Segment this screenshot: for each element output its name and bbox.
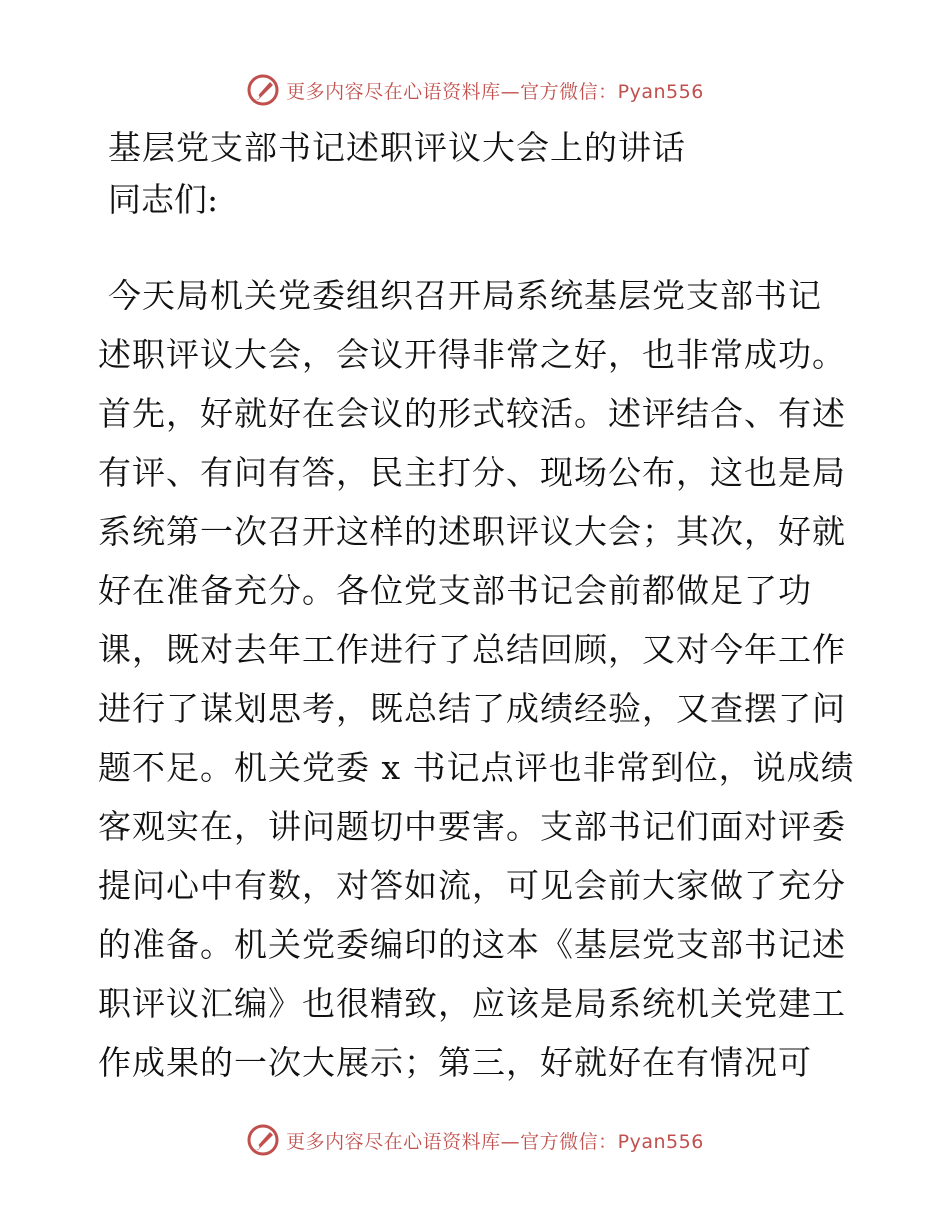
paragraph-line: 述职评议大会，会议开得非常之好，也非常成功。 — [98, 335, 846, 374]
quill-seal-icon — [246, 73, 280, 107]
watermark-footer — [0, 1120, 950, 1160]
paragraph-line: 的准备。机关党委编印的这本《基层党支部书记述 — [98, 925, 846, 964]
paragraph-line: 系统第一次召开这样的述职评议大会；其次，好就 — [98, 512, 846, 551]
paragraph-line: 客观实在，讲问题切中要害。支部书记们面对评委 — [98, 807, 846, 846]
paragraph-line: 作成果的一次大展示；第三，好就好在有情况可 — [98, 1043, 812, 1082]
paragraph-line: 今天局机关党委组织召开局系统基层党支部书记 — [108, 276, 822, 315]
salutation: 同志们: — [108, 180, 219, 219]
paragraph-line: 提问心中有数，对答如流，可见会前大家做了充分 — [98, 866, 846, 905]
paragraph-line: 有评、有问有答，民主打分、现场公布，这也是局 — [98, 453, 846, 492]
body-paragraph — [98, 266, 858, 1092]
watermark-header — [0, 70, 950, 110]
watermark-text: 更多内容尽在心语资料库—官方微信：Pyan556 — [286, 80, 704, 103]
paragraph-line: 职评议汇编》也很精致，应该是局系统机关党建工 — [98, 984, 846, 1023]
paragraph-line: 好在准备充分。各位党支部书记会前都做足了功 — [98, 571, 812, 610]
paragraph-line: 课，既对去年工作进行了总结回顾，又对今年工作 — [98, 630, 846, 669]
quill-seal-icon — [246, 1123, 280, 1157]
paragraph-line: 进行了谋划思考，既总结了成绩经验，又查摆了问 — [98, 689, 846, 728]
document-title: 基层党支部书记述职评议大会上的讲话 — [108, 128, 686, 167]
watermark-text: 更多内容尽在心语资料库—官方微信：Pyan556 — [286, 1130, 704, 1153]
paragraph-line: 题不足。机关党委 x 书记点评也非常到位，说成绩 — [98, 748, 855, 787]
paragraph-line: 首先，好就好在会议的形式较活。述评结合、有述 — [98, 394, 846, 433]
